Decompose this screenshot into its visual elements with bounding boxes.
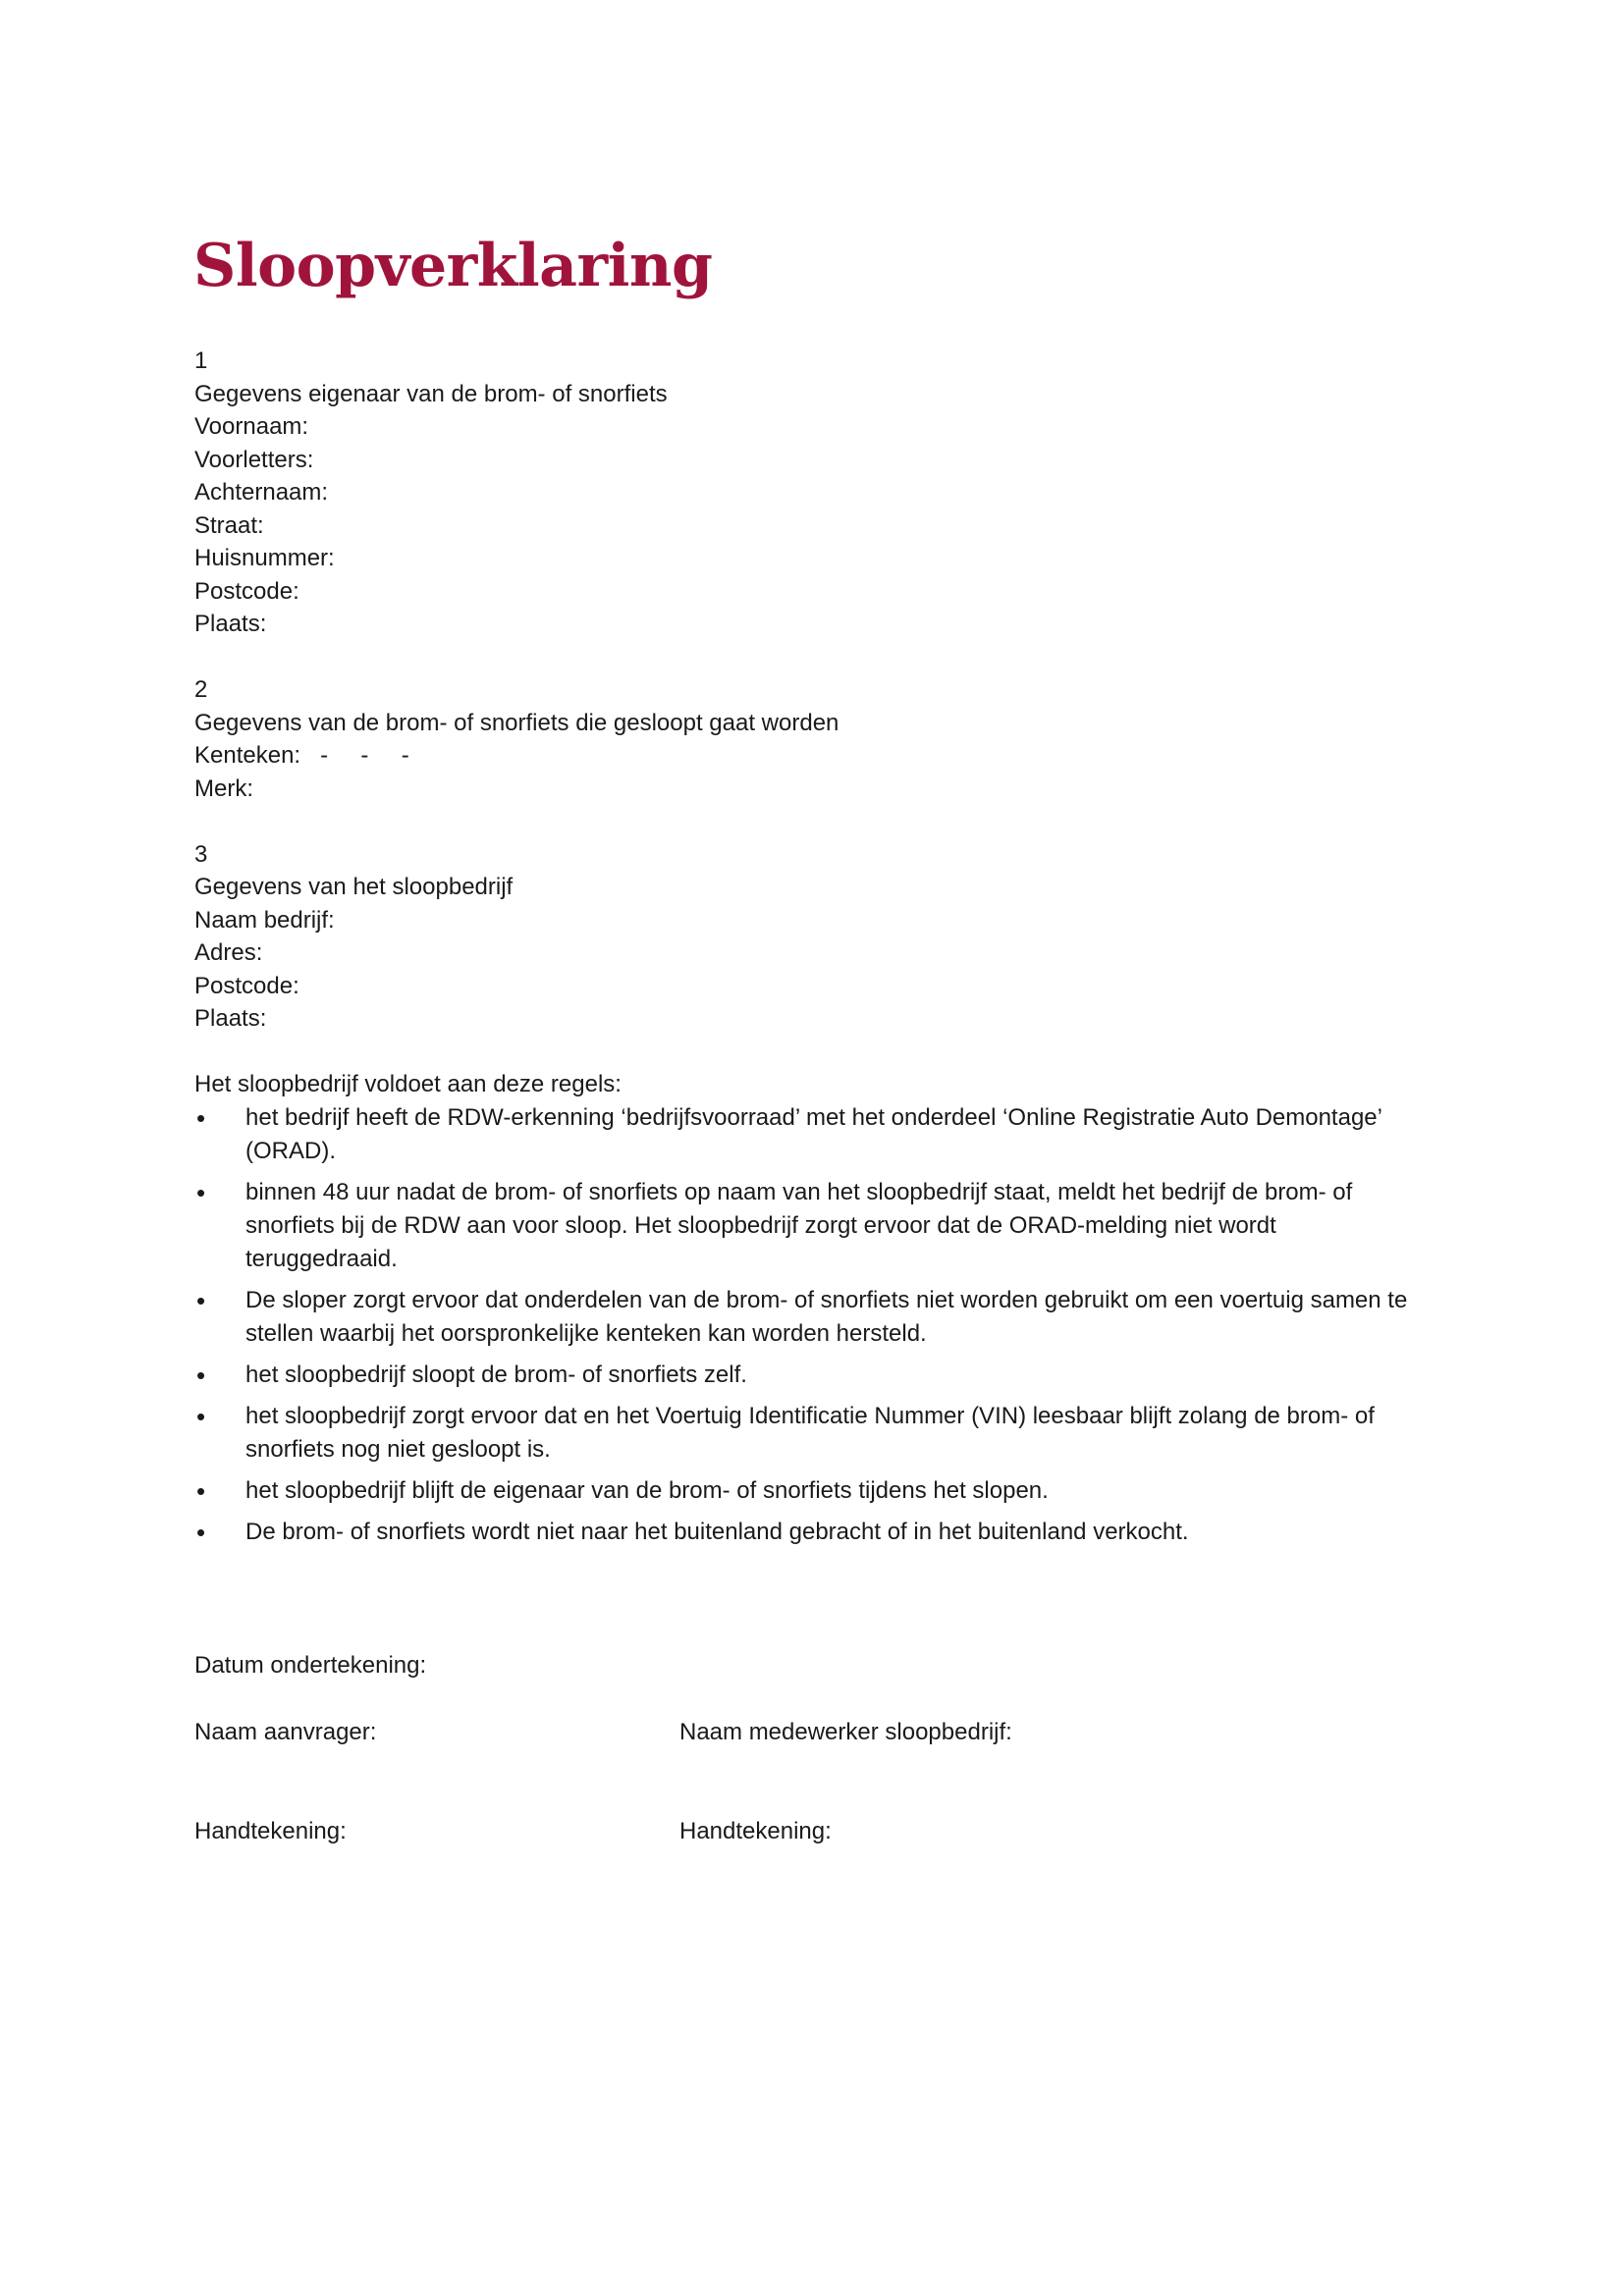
rule-text: binnen 48 uur nadat de brom- of snorfiets op naam van het sloopbedrijf staat, meldt het bedrijf de brom- of snorfiets bij de RDW aan voor sloop. Het sloopbedrijf zorgt ervoor dat de ORAD-melding niet wordt teruggedraaid. [245,1178,1353,1272]
field-address: Adres: [194,939,263,966]
bullet-icon: • [196,1475,206,1506]
field-city: Plaats: [194,611,267,637]
field-last-name: Achternaam: [194,479,329,506]
field-postcode: Postcode: [194,972,299,999]
field-house-number: Huisnummer: [194,545,335,571]
employee-signature-label: Handtekening: [679,1818,832,1844]
applicant-signature-label: Handtekening: [194,1818,347,1844]
bullet-icon: • [196,1401,206,1431]
applicant-name-label: Naam aanvrager: [194,1719,377,1745]
section-number: 2 [194,676,208,703]
section-number: 1 [194,347,208,374]
license-plate-placeholder: - - - [300,742,409,769]
signature-row [194,1815,1432,1848]
section-heading: Gegevens eigenaar van de brom- of snorfiets [194,380,668,407]
spacer [194,641,1432,674]
field-city: Plaats: [194,1005,267,1032]
rule-text: De sloper zorgt ervoor dat onderdelen van de brom- of snorfiets niet worden gebruikt om een voertuig samen te stellen waarbij het oorspronkelijke kenteken kan worden hersteld. [245,1286,1408,1347]
field-initials: Voorletters: [194,446,314,473]
section-heading: Gegevens van het sloopbedrijf [194,874,514,900]
bullet-icon: • [196,1177,206,1207]
field-brand: Merk: [194,774,253,802]
field-street: Straat: [194,511,264,539]
spacer [194,805,1432,838]
rule-text: het bedrijf heeft de RDW-erkenning ‘bedrijfsvoorraad’ met het onderdeel ‘Online Registratie Auto Demontage’ (ORAD). [245,1103,1382,1164]
rules-section [194,1068,1432,1549]
signing-date-label: Datum ondertekening: [194,1652,427,1679]
bullet-icon: • [196,1360,206,1390]
rule-text: het sloopbedrijf zorgt ervoor dat en het Voertuig Identificatie Nummer (VIN) leesbaar blijft zolang de brom- of snorfiets nog niet gesloopt is. [245,1402,1375,1463]
rules-intro: Het sloopbedrijf voldoet aan deze regels: [194,1071,622,1097]
rule-item [194,1474,1432,1508]
spacer [194,1036,1432,1069]
field-license-plate-label: Kenteken: [194,742,301,769]
employee-name-label: Naam medewerker sloopbedrijf: [679,1719,1012,1745]
rule-item [194,1284,1432,1351]
field-license-plate [194,739,1432,773]
rules-list [194,1101,1432,1549]
field-company-name: Naam bedrijf: [194,906,335,934]
section-vehicle [194,673,1432,805]
rule-item [194,1101,1432,1168]
form-content [194,345,1432,1557]
rule-item [194,1400,1432,1467]
rule-item [194,1176,1432,1276]
section-heading: Gegevens van de brom- of snorfiets die gesloopt gaat worden [194,709,839,736]
section-owner [194,345,1432,641]
field-postcode: Postcode: [194,577,299,605]
rule-item [194,1516,1432,1549]
bullet-icon: • [196,1285,206,1315]
bullet-icon: • [196,1102,206,1133]
bullet-icon: • [196,1517,206,1547]
name-row [194,1716,1432,1749]
rule-item [194,1359,1432,1392]
document-title: Sloopverklaring [193,232,713,300]
rule-text: De brom- of snorfiets wordt niet naar het buitenland gebracht of in het buitenland verkocht. [245,1518,1189,1545]
date-row [194,1649,1432,1682]
rule-text: het sloopbedrijf sloopt de brom- of snorfiets zelf. [245,1361,747,1388]
section-number: 3 [194,840,208,868]
field-first-name: Voornaam: [194,413,309,440]
section-demolition-company [194,838,1432,1036]
rule-text: het sloopbedrijf blijft de eigenaar van de brom- of snorfiets tijdens het slopen. [245,1476,1049,1504]
